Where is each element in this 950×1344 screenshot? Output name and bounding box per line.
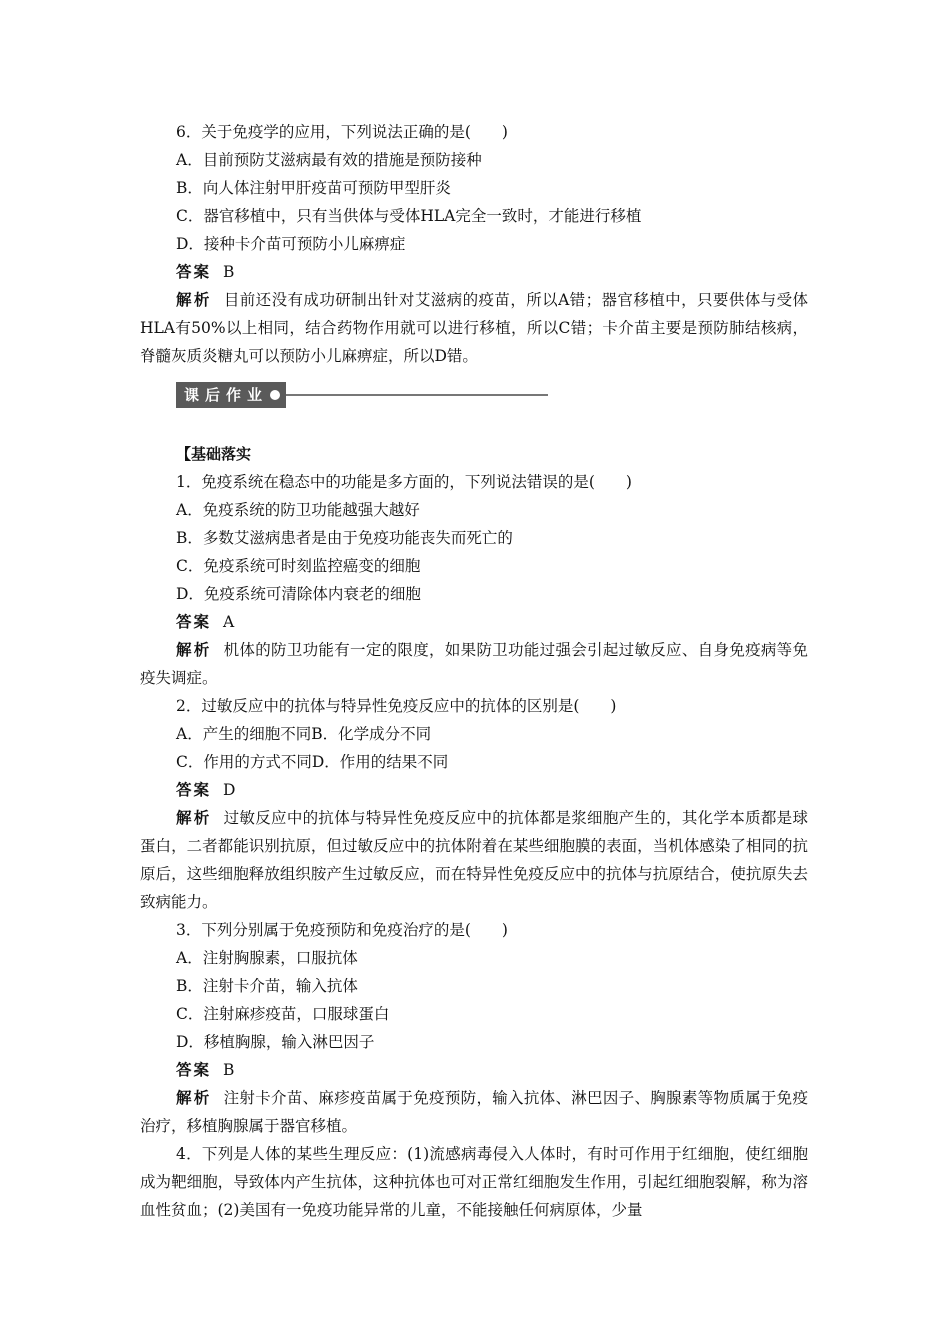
- answer-label: 答案: [176, 612, 212, 631]
- analysis-text: 机体的防卫功能有一定的限度，如果防卫功能过强会引起过敏反应、自身免疫病等免疫失调症。: [140, 641, 808, 687]
- answer-label: 答案: [176, 1060, 212, 1079]
- answer-value: B: [223, 1061, 235, 1079]
- q2-options-cd: C．作用的方式不同D．作用的结果不同: [176, 753, 449, 771]
- q1-stem: 1．免疫系统在稳态中的功能是多方面的，下列说法错误的是( ): [176, 473, 632, 491]
- analysis-text: 目前还没有成功研制出针对艾滋病的疫苗，所以A错；器官移植中，只要供体与受体HLA有50%以上相同，结合药物作用就可以进行移植，所以C错；卡介苗主要是预防肺结核病，脊髓灰质炎糖丸可以预防小儿麻痹症，所以D错。: [140, 291, 808, 365]
- bullet-dot-icon: [270, 390, 280, 400]
- q2-answer: [176, 776, 808, 804]
- q1-option-d: D．免疫系统可清除体内衰老的细胞: [176, 585, 421, 603]
- q3-analysis: [140, 1084, 808, 1140]
- q1-option-a: A．免疫系统的防卫功能越强大越好: [176, 501, 420, 519]
- document-content: [140, 118, 808, 1224]
- q6-answer: [176, 258, 808, 286]
- answer-value: B: [223, 263, 235, 281]
- section-divider: [286, 394, 548, 396]
- section-banner: [176, 380, 808, 410]
- q6-option-c: C．器官移植中，只有当供体与受体HLA完全一致时，才能进行移植: [176, 207, 642, 225]
- q4-stem: 4．下列是人体的某些生理反应：(1)流感病毒侵入人体时，有时可作用于红细胞，使红细胞成为靶细胞，导致体内产生抗体，这种抗体也可对正常红细胞发生作用，引起红细胞裂解，称为溶血性贫血；(2)美国有一免疫功能异常的儿童，不能接触任何病原体，少量: [140, 1145, 808, 1219]
- answer-label: 答案: [176, 780, 212, 799]
- q2-options-ab: A．产生的细胞不同B．化学成分不同: [176, 725, 432, 743]
- q1-analysis: [140, 636, 808, 692]
- q3-option-c: C．注射麻疹疫苗，口服球蛋白: [176, 1005, 390, 1023]
- analysis-label: 解析: [176, 808, 212, 827]
- section-banner-box: [176, 382, 286, 408]
- q6-option-d: D．接种卡介苗可预防小儿麻痹症: [176, 235, 406, 253]
- analysis-text: 过敏反应中的抗体与特异性免疫反应中的抗体都是浆细胞产生的，其化学本质都是球蛋白，二者都能识别抗原，但过敏反应中的抗体附着在某些细胞膜的表面，当机体感染了相同的抗原后，这些细胞释放组织胺产生过敏反应，而在特异性免疫反应中的抗体与抗原结合，使抗原失去致病能力。: [140, 809, 808, 911]
- q2-stem: 2．过敏反应中的抗体与特异性免疫反应中的抗体的区别是( ): [176, 697, 617, 715]
- q6-stem: 6．关于免疫学的应用，下列说法正确的是( ): [176, 123, 508, 141]
- sub-heading: 【基础落实: [176, 445, 252, 463]
- q1-option-b: B．多数艾滋病患者是由于免疫功能丧失而死亡的: [176, 529, 513, 547]
- analysis-label: 解析: [176, 290, 212, 309]
- answer-value: D: [223, 781, 236, 799]
- section-banner-title: 课后作业: [184, 386, 269, 404]
- q3-option-b: B．注射卡介苗，输入抗体: [176, 977, 358, 995]
- q6-analysis: [140, 286, 808, 370]
- answer-label: 答案: [176, 262, 212, 281]
- q6-option-b: B．向人体注射甲肝疫苗可预防甲型肝炎: [176, 179, 451, 197]
- q3-option-a: A．注射胸腺素，口服抗体: [176, 949, 358, 967]
- q3-answer: [176, 1056, 808, 1084]
- analysis-label: 解析: [176, 1088, 212, 1107]
- q6-option-a: A．目前预防艾滋病最有效的措施是预防接种: [176, 151, 482, 169]
- q3-option-d: D．移植胸腺，输入淋巴因子: [176, 1033, 375, 1051]
- answer-value: A: [223, 613, 235, 631]
- q1-option-c: C．免疫系统可时刻监控癌变的细胞: [176, 557, 421, 575]
- q3-stem: 3．下列分别属于免疫预防和免疫治疗的是( ): [176, 921, 508, 939]
- q1-answer: [176, 608, 808, 636]
- q2-analysis: [140, 804, 808, 916]
- analysis-text: 注射卡介苗、麻疹疫苗属于免疫预防，输入抗体、淋巴因子、胸腺素等物质属于免疫治疗，移植胸腺属于器官移植。: [140, 1089, 808, 1135]
- analysis-label: 解析: [176, 640, 212, 659]
